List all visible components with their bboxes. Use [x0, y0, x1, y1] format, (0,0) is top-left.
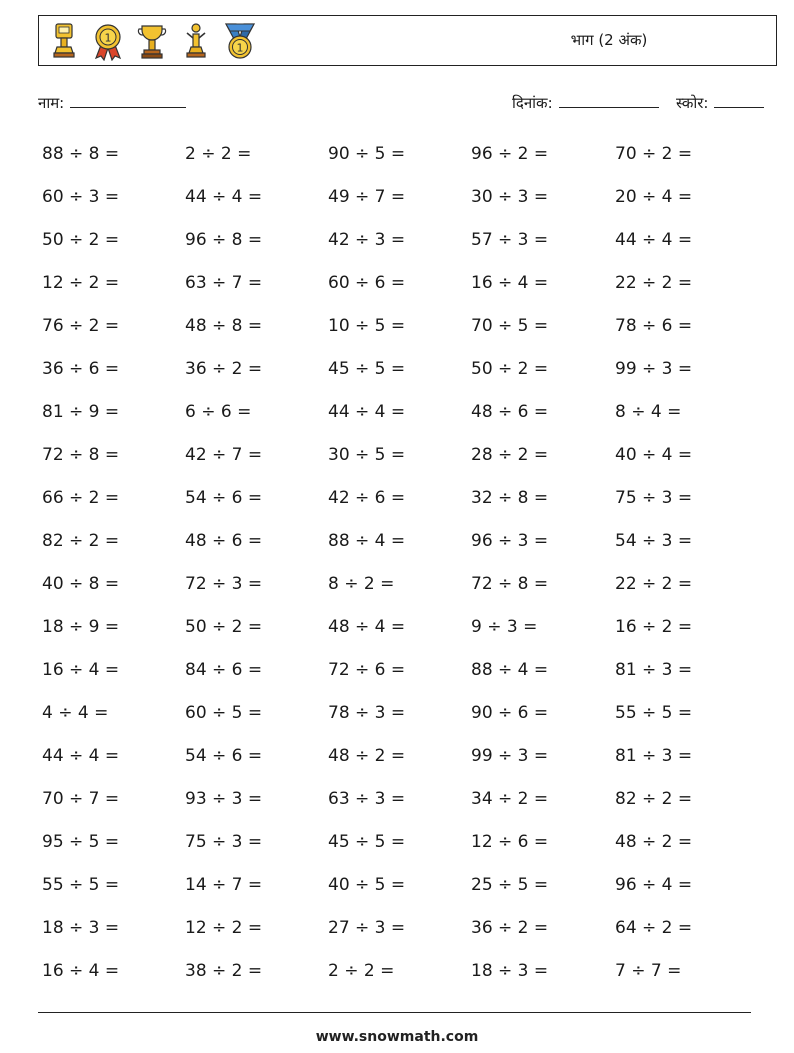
ribbon-medal-icon	[223, 21, 257, 61]
division-problem: 81 ÷ 9 =	[42, 402, 120, 422]
division-problem: 14 ÷ 7 =	[185, 875, 263, 895]
header-box	[38, 15, 777, 66]
division-problem: 48 ÷ 2 =	[615, 832, 693, 852]
division-problem: 99 ÷ 3 =	[471, 746, 549, 766]
division-problem: 82 ÷ 2 =	[42, 531, 120, 551]
division-problem: 22 ÷ 2 =	[615, 574, 693, 594]
division-problem: 42 ÷ 7 =	[185, 445, 263, 465]
division-problem: 10 ÷ 5 =	[328, 316, 406, 336]
division-problem: 75 ÷ 3 =	[185, 832, 263, 852]
division-problem: 2 ÷ 2 =	[328, 961, 395, 981]
division-problem: 45 ÷ 5 =	[328, 359, 406, 379]
division-problem: 40 ÷ 4 =	[615, 445, 693, 465]
trophy-cup-icon	[135, 21, 169, 61]
division-problem: 72 ÷ 6 =	[328, 660, 406, 680]
score-label: स्कोर:	[676, 94, 709, 112]
division-problem: 90 ÷ 6 =	[471, 703, 549, 723]
division-problem: 44 ÷ 4 =	[615, 230, 693, 250]
division-problem: 96 ÷ 2 =	[471, 144, 549, 164]
division-problem: 55 ÷ 5 =	[42, 875, 120, 895]
division-problem: 54 ÷ 3 =	[615, 531, 693, 551]
division-problem: 70 ÷ 7 =	[42, 789, 120, 809]
division-problem: 70 ÷ 2 =	[615, 144, 693, 164]
division-problem: 40 ÷ 8 =	[42, 574, 120, 594]
division-problem: 4 ÷ 4 =	[42, 703, 109, 723]
division-problem: 93 ÷ 3 =	[185, 789, 263, 809]
division-problem: 16 ÷ 2 =	[615, 617, 693, 637]
division-problem: 34 ÷ 2 =	[471, 789, 549, 809]
division-problem: 88 ÷ 4 =	[328, 531, 406, 551]
division-problem: 75 ÷ 3 =	[615, 488, 693, 508]
rosette-medal-icon	[91, 21, 125, 61]
division-problem: 78 ÷ 6 =	[615, 316, 693, 336]
division-problem: 42 ÷ 3 =	[328, 230, 406, 250]
division-problem: 50 ÷ 2 =	[471, 359, 549, 379]
division-problem: 25 ÷ 5 =	[471, 875, 549, 895]
footer-divider	[38, 1012, 751, 1013]
division-problem: 12 ÷ 2 =	[185, 918, 263, 938]
division-problem: 44 ÷ 4 =	[42, 746, 120, 766]
division-problem: 60 ÷ 6 =	[328, 273, 406, 293]
division-problem: 8 ÷ 4 =	[615, 402, 682, 422]
division-problem: 22 ÷ 2 =	[615, 273, 693, 293]
division-problem: 54 ÷ 6 =	[185, 746, 263, 766]
division-problem: 28 ÷ 2 =	[471, 445, 549, 465]
division-problem: 49 ÷ 7 =	[328, 187, 406, 207]
division-problem: 30 ÷ 3 =	[471, 187, 549, 207]
division-problem: 48 ÷ 6 =	[185, 531, 263, 551]
name-line[interactable]	[70, 93, 186, 108]
division-problem: 12 ÷ 6 =	[471, 832, 549, 852]
division-problem: 20 ÷ 4 =	[615, 187, 693, 207]
division-problem: 64 ÷ 2 =	[615, 918, 693, 938]
date-field[interactable]	[512, 93, 659, 113]
header-icons	[47, 21, 257, 61]
division-problem: 44 ÷ 4 =	[185, 187, 263, 207]
division-problem: 2 ÷ 2 =	[185, 144, 252, 164]
division-problem: 12 ÷ 2 =	[42, 273, 120, 293]
division-problem: 48 ÷ 6 =	[471, 402, 549, 422]
division-problem: 36 ÷ 2 =	[471, 918, 549, 938]
division-problem: 18 ÷ 3 =	[42, 918, 120, 938]
division-problem: 27 ÷ 3 =	[328, 918, 406, 938]
date-line[interactable]	[559, 93, 659, 108]
division-problem: 40 ÷ 5 =	[328, 875, 406, 895]
division-problem: 42 ÷ 6 =	[328, 488, 406, 508]
division-problem: 16 ÷ 4 =	[471, 273, 549, 293]
division-problem: 38 ÷ 2 =	[185, 961, 263, 981]
division-problem: 72 ÷ 8 =	[471, 574, 549, 594]
division-problem: 63 ÷ 3 =	[328, 789, 406, 809]
division-problem: 84 ÷ 6 =	[185, 660, 263, 680]
svg-text:1: 1	[104, 31, 112, 45]
division-problem: 96 ÷ 8 =	[185, 230, 263, 250]
trophy-cup-icon	[47, 21, 81, 61]
score-field[interactable]	[676, 93, 764, 113]
division-problem: 54 ÷ 6 =	[185, 488, 263, 508]
division-problem: 6 ÷ 6 =	[185, 402, 252, 422]
division-problem: 50 ÷ 2 =	[185, 617, 263, 637]
division-problem: 88 ÷ 8 =	[42, 144, 120, 164]
division-problem: 45 ÷ 5 =	[328, 832, 406, 852]
worksheet-title: भाग (2 अंक)	[570, 31, 648, 49]
division-problem: 8 ÷ 2 =	[328, 574, 395, 594]
division-problem: 57 ÷ 3 =	[471, 230, 549, 250]
svg-text:1: 1	[236, 41, 244, 55]
division-problem: 48 ÷ 4 =	[328, 617, 406, 637]
division-problem: 48 ÷ 2 =	[328, 746, 406, 766]
division-problem: 81 ÷ 3 =	[615, 746, 693, 766]
division-problem: 16 ÷ 4 =	[42, 961, 120, 981]
division-problem: 72 ÷ 3 =	[185, 574, 263, 594]
footer-url: www.snowmath.com	[315, 1029, 479, 1045]
division-problem: 16 ÷ 4 =	[42, 660, 120, 680]
division-problem: 60 ÷ 3 =	[42, 187, 120, 207]
division-problem: 50 ÷ 2 =	[42, 230, 120, 250]
score-line[interactable]	[714, 93, 764, 108]
division-problem: 99 ÷ 3 =	[615, 359, 693, 379]
division-problem: 9 ÷ 3 =	[471, 617, 538, 637]
division-problem: 95 ÷ 5 =	[42, 832, 120, 852]
division-problem: 55 ÷ 5 =	[615, 703, 693, 723]
division-problem: 76 ÷ 2 =	[42, 316, 120, 336]
person-trophy-icon	[179, 21, 213, 61]
division-problem: 78 ÷ 3 =	[328, 703, 406, 723]
division-problem: 60 ÷ 5 =	[185, 703, 263, 723]
division-problem: 90 ÷ 5 =	[328, 144, 406, 164]
division-problem: 36 ÷ 6 =	[42, 359, 120, 379]
division-problem: 32 ÷ 8 =	[471, 488, 549, 508]
division-problem: 7 ÷ 7 =	[615, 961, 682, 981]
division-problem: 63 ÷ 7 =	[185, 273, 263, 293]
division-problem: 96 ÷ 3 =	[471, 531, 549, 551]
division-problem: 88 ÷ 4 =	[471, 660, 549, 680]
division-problem: 81 ÷ 3 =	[615, 660, 693, 680]
name-field[interactable]	[38, 93, 186, 113]
division-problem: 30 ÷ 5 =	[328, 445, 406, 465]
division-problem: 82 ÷ 2 =	[615, 789, 693, 809]
division-problem: 72 ÷ 8 =	[42, 445, 120, 465]
division-problem: 44 ÷ 4 =	[328, 402, 406, 422]
division-problem: 18 ÷ 3 =	[471, 961, 549, 981]
division-problem: 96 ÷ 4 =	[615, 875, 693, 895]
name-label: नाम:	[38, 94, 65, 112]
division-problem: 70 ÷ 5 =	[471, 316, 549, 336]
date-label: दिनांक:	[512, 94, 553, 112]
division-problem: 18 ÷ 9 =	[42, 617, 120, 637]
division-problem: 66 ÷ 2 =	[42, 488, 120, 508]
division-problem: 36 ÷ 2 =	[185, 359, 263, 379]
division-problem: 48 ÷ 8 =	[185, 316, 263, 336]
